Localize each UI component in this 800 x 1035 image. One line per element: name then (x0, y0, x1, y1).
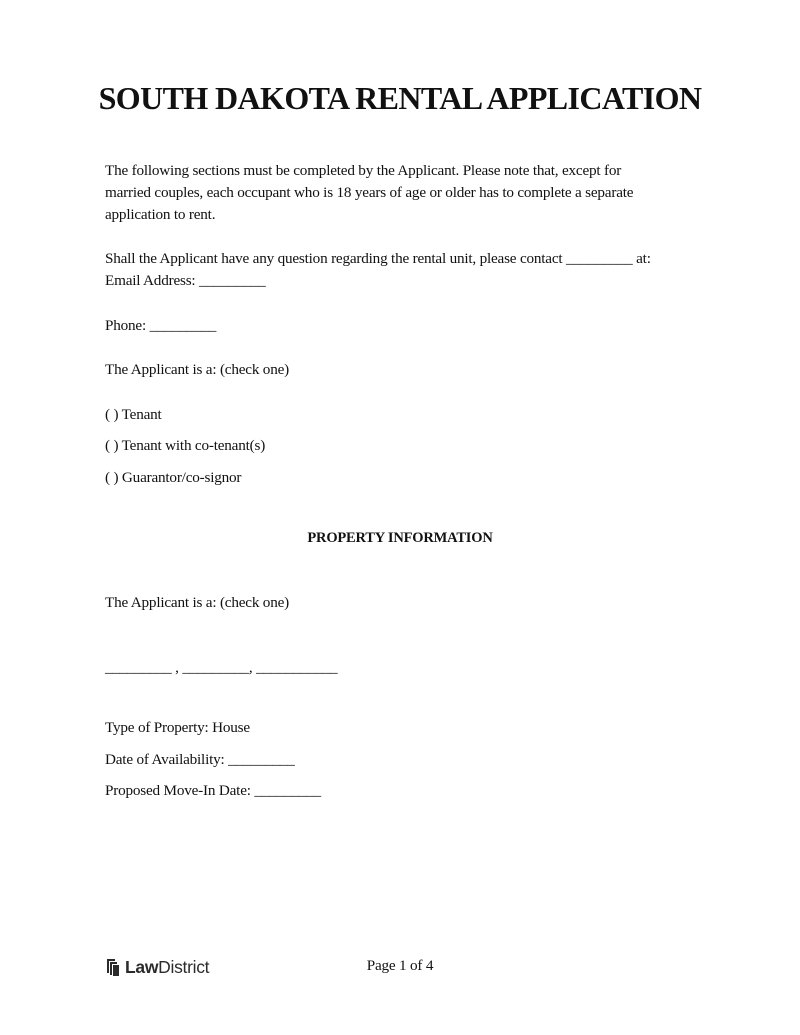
date-of-availability: Date of Availability: _________ (105, 751, 295, 768)
option-tenant: ( ) Tenant (105, 406, 162, 423)
property-information-heading: PROPERTY INFORMATION (307, 530, 493, 546)
logo-text-law: Law (125, 956, 159, 977)
contact-line: Shall the Applicant have any question regarding the rental unit, please contact _________ at: (105, 250, 651, 267)
intro-line-1: The following sections must be completed by the Applicant. Please note that, except for (105, 162, 622, 179)
phone-line: Phone: _________ (105, 317, 217, 334)
property-applicant-prompt: The Applicant is a: (check one) (105, 594, 289, 611)
option-guarantor: ( ) Guarantor/co-signor (105, 469, 242, 486)
address-blanks: _________ , _________, ___________ (105, 659, 338, 676)
email-address-line: Email Address: _________ (105, 272, 266, 289)
type-of-property: Type of Property: House (105, 719, 250, 736)
option-tenant-with-cotenants: ( ) Tenant with co-tenant(s) (105, 437, 266, 454)
document-title: SOUTH DAKOTA RENTAL APPLICATION (98, 80, 702, 116)
logo-text-district: District (158, 956, 210, 977)
intro-line-2: married couples, each occupant who is 18 years of age or older has to complete a separate (105, 184, 634, 201)
page-number: Page 1 of 4 (366, 957, 434, 974)
intro-line-3: application to rent. (105, 206, 216, 223)
proposed-move-in-date: Proposed Move-In Date: _________ (105, 782, 321, 799)
applicant-type-prompt: The Applicant is a: (check one) (105, 361, 289, 378)
